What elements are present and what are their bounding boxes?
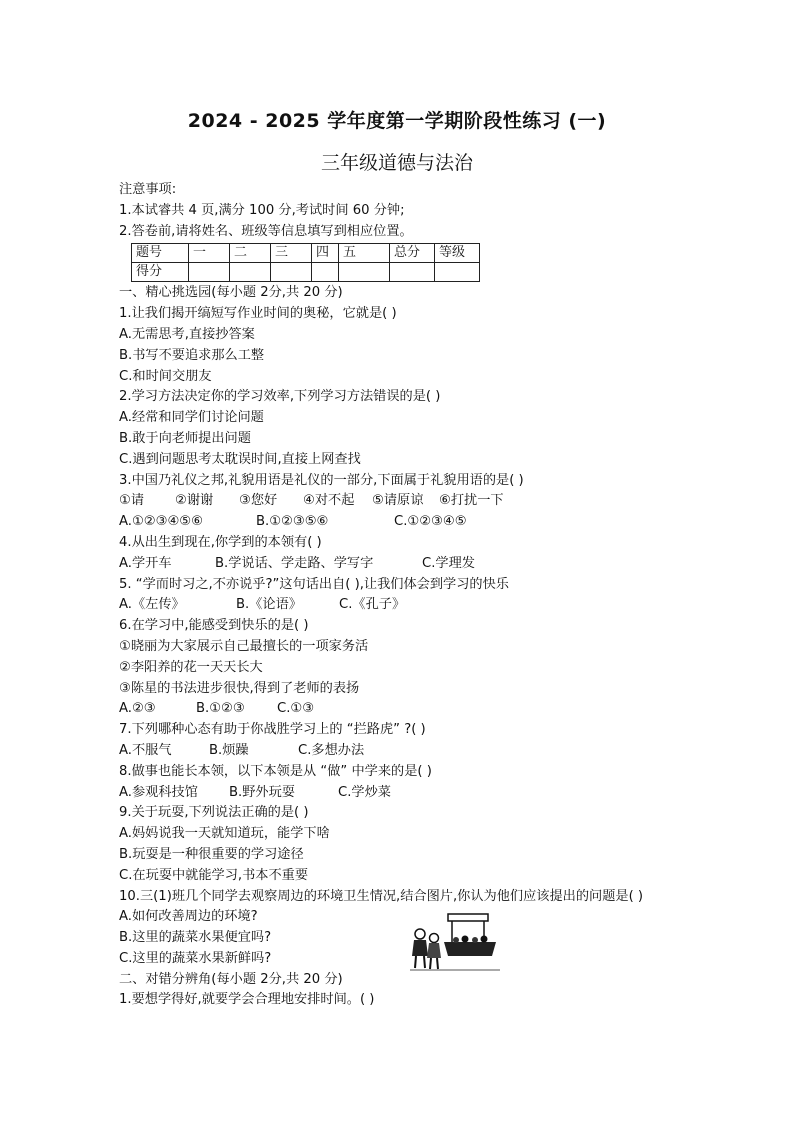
page-title: 2024 - 2025 学年度第一学期阶段性练习 (一) — [187, 110, 607, 132]
stall-table — [444, 942, 496, 956]
option: B.《论语》 — [236, 597, 302, 613]
score-header-cell: 题号 — [132, 244, 189, 263]
score-row-label: 得分 — [132, 263, 189, 282]
option: B.书写不要追求那么工整 — [119, 347, 265, 363]
option: C.《孔子》 — [339, 597, 406, 613]
option: A.①②③④⑤⑥ — [119, 514, 203, 530]
option: C.①③ — [277, 701, 315, 717]
child-head — [415, 929, 425, 939]
score-table-header-row — [132, 244, 480, 263]
child-body — [427, 943, 441, 958]
section1-heading: 一、精心挑选园(每小题 2分,共 20 分) — [119, 285, 343, 301]
options-row — [119, 741, 679, 762]
option: A.不服气 — [119, 742, 172, 758]
child-leg — [430, 958, 431, 969]
produce — [472, 937, 478, 943]
option: C.学炒菜 — [338, 784, 391, 800]
note-item: 2.答卷前,请将姓名、班级等信息填写到相应位置。 — [119, 223, 413, 239]
options-row — [119, 512, 679, 533]
options-row — [119, 783, 679, 804]
score-cell[interactable] — [189, 263, 230, 282]
score-cell[interactable] — [230, 263, 271, 282]
score-cell[interactable] — [390, 263, 435, 282]
choice-item: ②李阳养的花一天天长大 — [119, 659, 263, 675]
question-stem: 2.学习方法决定你的学习效率,下列学习方法错误的是( ) — [119, 389, 441, 405]
choice-items-row — [119, 491, 679, 512]
option: A.参观科技馆 — [119, 784, 198, 800]
options-row — [119, 554, 679, 575]
option: A.学开车 — [119, 555, 172, 571]
choice-item: ⑥打扰一下 — [439, 493, 504, 509]
child-leg — [424, 956, 425, 968]
question-stem: 8.做事也能长本领，以下本领是从 “做” 中学来的是( ) — [119, 763, 432, 779]
score-header-cell: 等级 — [435, 244, 480, 263]
option: B.野外玩耍 — [229, 784, 295, 800]
children-vegetable-stall-illustration-icon — [410, 912, 500, 972]
question-stem: 10.三(1)班几个同学去观察周边的环境卫生情况,结合图片,你认为他们应该提出的问题是( ) — [119, 888, 644, 904]
option: B.①②③ — [196, 701, 245, 717]
produce — [481, 936, 488, 943]
question-stem: 6.在学习中,能感受到快乐的是( ) — [119, 618, 309, 634]
options-row — [119, 699, 679, 720]
child-head — [430, 934, 439, 943]
question-stem: 9.关于玩耍,下列说法正确的是( ) — [119, 805, 309, 821]
option: A.经常和同学们讨论问题 — [119, 410, 264, 426]
question-stem: 1.让我们揭开缟短写作业时间的奥秘，它就是( ) — [119, 306, 397, 322]
page-subtitle: 三年级道德与法治 — [320, 152, 473, 174]
option: C.遇到问题思考太耽误时间,直接上网查找 — [119, 451, 361, 467]
score-cell[interactable] — [271, 263, 312, 282]
notes-heading: 注意事项: — [119, 182, 177, 197]
produce — [453, 937, 459, 943]
choice-item: ④对不起 — [303, 493, 355, 509]
score-header-cell: 三 — [271, 244, 312, 263]
question-stem: 4.从出生到现在,你学到的本领有( ) — [119, 534, 322, 550]
score-table — [131, 243, 480, 282]
score-cell[interactable] — [339, 263, 390, 282]
score-table-score-row — [132, 263, 480, 282]
option: C.多想办法 — [298, 742, 365, 758]
choice-item: ③您好 — [239, 493, 278, 509]
score-header-cell: 一 — [189, 244, 230, 263]
score-cell[interactable] — [312, 263, 339, 282]
choice-item: ①请 — [119, 493, 145, 509]
option: C.①②③④⑤ — [394, 514, 467, 530]
stall-awning — [448, 914, 488, 921]
option: C.这里的蔬菜水果新鲜吗? — [119, 950, 272, 966]
section2-heading: 二、对错分辨角(每小题 2分,共 20 分) — [119, 971, 343, 987]
option: B.玩耍是一种很重要的学习途径 — [119, 846, 304, 862]
score-header-cell: 二 — [230, 244, 271, 263]
question-stem: 7.下列哪种心态有助于你战胜学习上的 “拦路虎” ?( ) — [119, 722, 426, 738]
option: A.②③ — [119, 701, 156, 717]
option: B.学说话、学走路、学写字 — [215, 555, 374, 571]
option: C.在玩耍中就能学习,书本不重要 — [119, 867, 309, 883]
option: B.①②③⑤⑥ — [256, 514, 329, 530]
option: A.《左传》 — [119, 597, 185, 613]
choice-item: ③陈星的书法进步很快,得到了老师的表扬 — [119, 680, 360, 696]
choice-item: ⑤请原谅 — [372, 493, 424, 509]
score-header-cell: 四 — [312, 244, 339, 263]
option: C.和时间交朋友 — [119, 368, 212, 384]
child-body — [412, 940, 428, 956]
choice-item: ②谢谢 — [175, 493, 214, 509]
question-stem: 3.中国乃礼仪之邦,礼貌用语是礼仪的一部分,下面属于礼貌用语的是( ) — [119, 472, 524, 488]
option: C.学理发 — [422, 555, 475, 571]
exam-content — [119, 180, 679, 1011]
option: B.这里的蔬菜水果便宜吗? — [119, 930, 272, 946]
option: A.妈妈说我一天就知道玩，能学下啥 — [119, 826, 330, 842]
child-leg — [415, 956, 416, 968]
choice-item: ①晓丽为大家展示自己最擅长的一项家务活 — [119, 638, 369, 654]
option: B.烦躁 — [209, 742, 249, 758]
note-item: 1.本试睿共 4 页,满分 100 分,考试时间 60 分钟; — [119, 202, 405, 218]
child-leg — [437, 958, 438, 969]
score-header-cell: 五 — [339, 244, 390, 263]
option: A.无需思考,直接抄答案 — [119, 326, 255, 342]
option: A.如何改善周边的环境? — [119, 909, 258, 925]
score-cell[interactable] — [435, 263, 480, 282]
options-row — [119, 595, 679, 616]
question-stem: 1.要想学得好,就要学会合理地安排时间。( ) — [119, 992, 375, 1008]
option: B.敢于向老师提出问题 — [119, 430, 251, 446]
question-stem: 5. “学而时习之,不亦说乎?”这句话出自( ),让我们体会到学习的快乐 — [119, 576, 509, 592]
produce — [462, 936, 469, 943]
score-header-cell: 总分 — [390, 244, 435, 263]
